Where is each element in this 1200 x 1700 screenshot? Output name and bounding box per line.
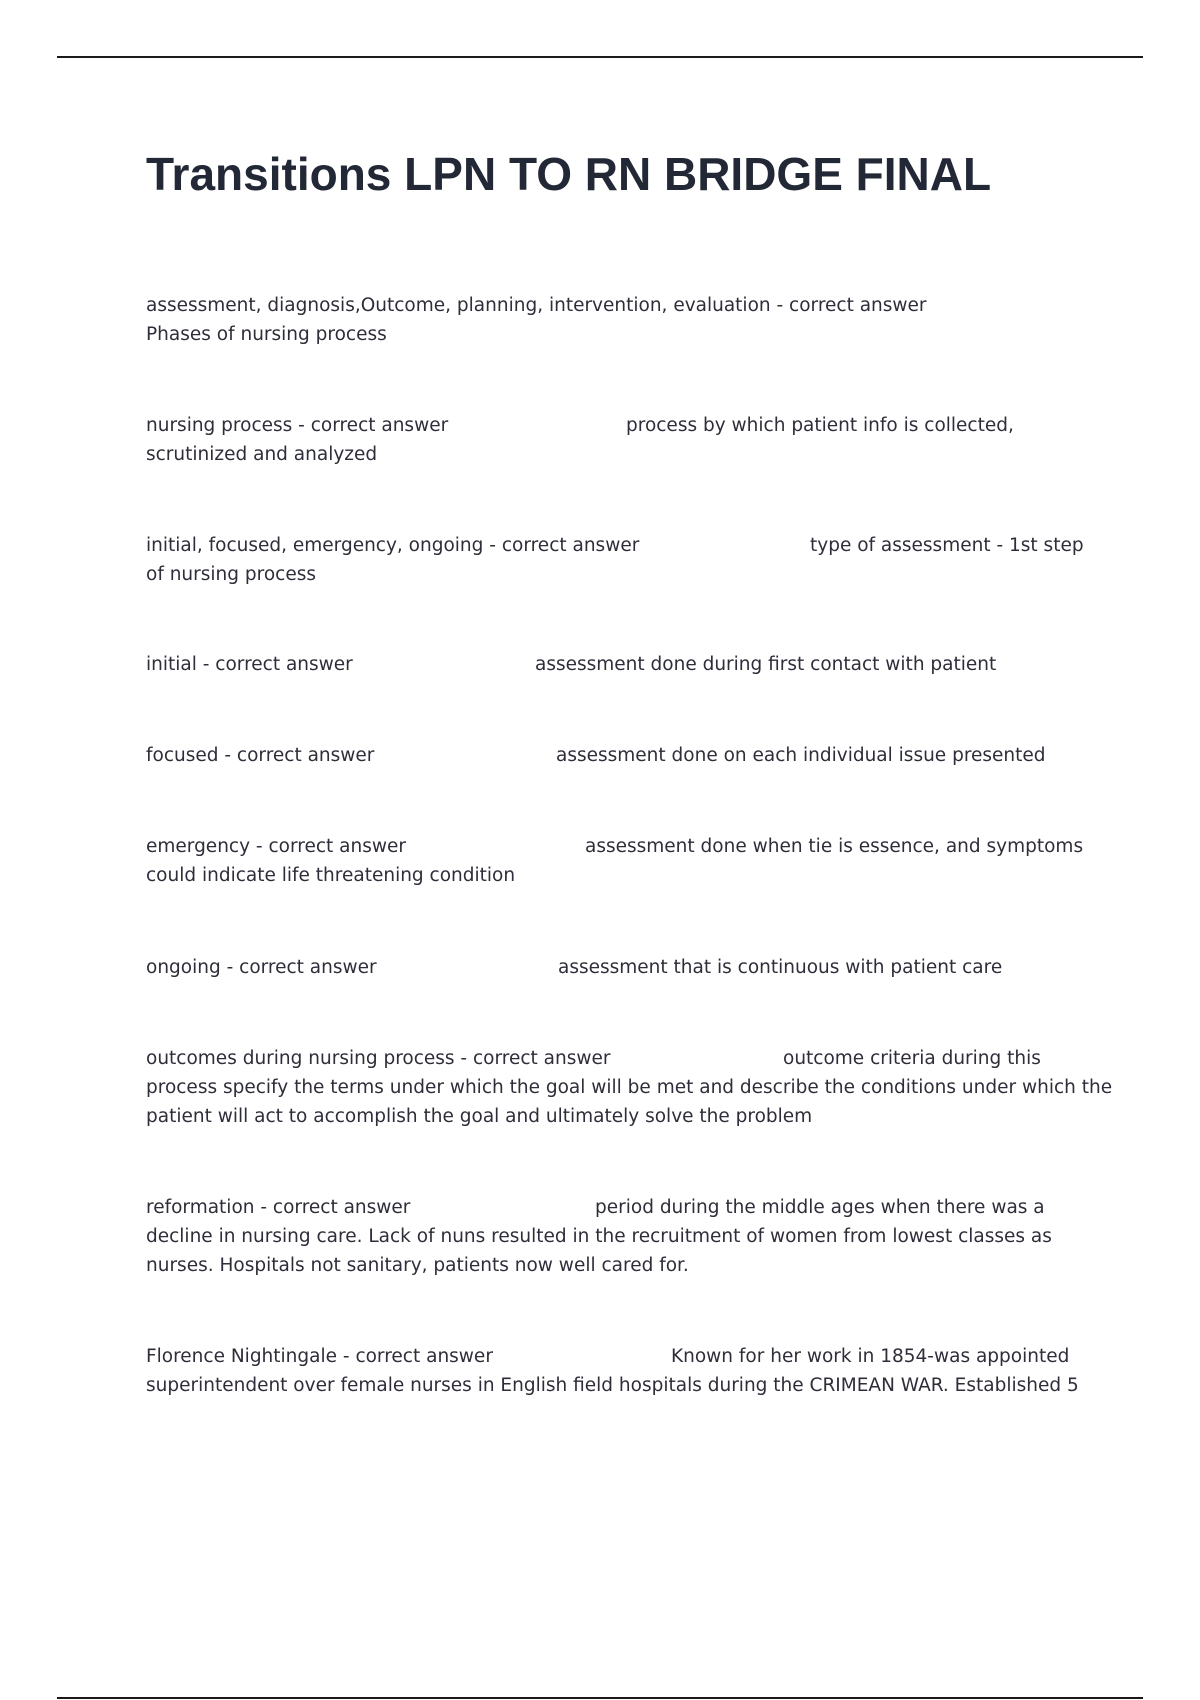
card-definition: assessment done when tie is essence, and symptoms <box>585 836 1084 857</box>
card-term: focused - correct answer <box>146 745 375 766</box>
flashcard <box>146 411 1086 469</box>
card-term: reformation - correct answer <box>146 1197 411 1218</box>
top-rule <box>57 56 1143 58</box>
card-definition: process by which patient info is collected, <box>626 415 1014 436</box>
card-term: initial, focused, emergency, ongoing - correct answer <box>146 535 640 556</box>
card-definition-continued: superintendent over female nurses in English field hospitals during the CRIMEAN WAR. Established 5 <box>146 1375 1079 1396</box>
card-definition-continued: nurses. Hospitals not sanitary, patients now well cared for. <box>146 1255 689 1276</box>
flashcard <box>146 953 1086 982</box>
card-definition: Known for her work in 1854-was appointed <box>671 1346 1070 1367</box>
card-definition-continued: patient will act to accomplish the goal and ultimately solve the problem <box>146 1106 813 1127</box>
card-definition: assessment done during first contact with patient <box>535 654 997 675</box>
card-definition-continued: could indicate life threatening condition <box>146 865 516 886</box>
card-definition-continued: scrutinized and analyzed <box>146 444 378 465</box>
bottom-rule <box>57 1697 1143 1699</box>
flashcard <box>146 650 1086 679</box>
card-definition-continued: process specify the terms under which the goal will be met and describe the conditions under which the <box>146 1077 1113 1098</box>
flashcard <box>146 1044 1113 1131</box>
card-definition-continued: decline in nursing care. Lack of nuns resulted in the recruitment of women from lowest classes as <box>146 1226 1052 1247</box>
flashcard <box>146 832 1086 890</box>
card-term: Florence Nightingale - correct answer <box>146 1346 493 1367</box>
card-term: initial - correct answer <box>146 654 353 675</box>
card-definition: type of assessment - 1st step <box>810 535 1084 556</box>
flashcard <box>146 1342 1086 1400</box>
flashcard <box>146 741 1086 770</box>
card-term: ongoing - correct answer <box>146 957 377 978</box>
document-title: Transitions LPN TO RN BRIDGE FINAL <box>146 148 992 200</box>
flashcard <box>146 291 1086 349</box>
card-definition: period during the middle ages when there was a <box>595 1197 1045 1218</box>
flashcard <box>146 1193 1086 1280</box>
card-definition: outcome criteria during this <box>783 1048 1041 1069</box>
card-term: nursing process - correct answer <box>146 415 449 436</box>
card-term: assessment, diagnosis,Outcome, planning, intervention, evaluation - correct answer <box>146 295 927 316</box>
card-definition-continued: of nursing process <box>146 564 316 585</box>
card-definition: assessment done on each individual issue presented <box>556 745 1046 766</box>
card-definition: assessment that is continuous with patient care <box>558 957 1003 978</box>
card-term: outcomes during nursing process - correct answer <box>146 1048 611 1069</box>
card-term: emergency - correct answer <box>146 836 406 857</box>
flashcard <box>146 531 1086 589</box>
card-definition: Phases of nursing process <box>146 324 387 345</box>
